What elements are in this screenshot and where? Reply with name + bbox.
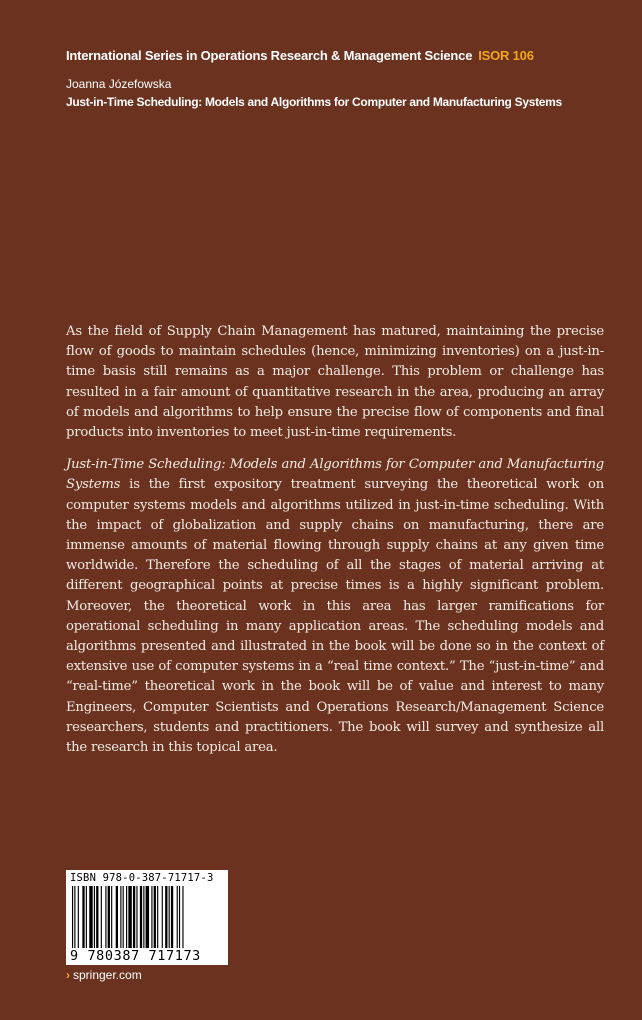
barcode-bar [162, 886, 163, 948]
barcode-bar [123, 886, 124, 948]
barcode-bar [171, 886, 173, 948]
barcode-bar [133, 886, 135, 948]
publisher-link[interactable] [66, 968, 142, 982]
barcode-bar [136, 886, 137, 948]
barcode-bar [74, 886, 75, 948]
barcode-bar [157, 886, 158, 948]
blurb-paragraph-1: As the field of Supply Chain Management has matured, maintaining the precise flow of goods to maintain schedules (hence, minimizing inventories) on a just-in-time basis still remains as a major challenge. This problem or challenge has resulted in a fair amount of quantitative research in the area, producing an array of models and algorithms to help ensure the precise flow of components and final products into inventories to meet just-in-time requirements. [66, 324, 604, 441]
blurb-paragraph-2 [66, 455, 604, 758]
barcode-bar [179, 886, 180, 948]
barcode-bar [143, 886, 144, 948]
barcode-bar [72, 886, 73, 948]
barcode-bar [182, 886, 183, 948]
series-number: ISOR 106 [478, 48, 534, 63]
barcode-bar [96, 886, 98, 948]
barcode-bar [177, 886, 178, 948]
publisher-link-text: springer.com [73, 968, 142, 982]
barcode-digits: 9 780387 717173 [70, 948, 201, 964]
isbn-barcode [66, 870, 228, 965]
author-name: Joanna Józefowska [66, 77, 172, 91]
barcode-bar [154, 886, 156, 948]
barcode-bar [151, 886, 152, 948]
barcode-bar [86, 886, 87, 948]
barcode-bar [140, 886, 142, 948]
barcode-bar [165, 886, 167, 948]
barcode-bar [94, 886, 95, 948]
isbn-label: ISBN 978-0-387-71717-3 [70, 872, 214, 884]
blurb-paragraph-2-text: is the first expository treatment surveying the theoretical work on computer systems models and algorithms utilized in just-in-time scheduling. With the impact of globalization and supply chains on manufacturing, there are immense amounts of material flowing through supply chains at any given time worldwide. Therefore the scheduling of all the stages of material arriving at different geographical points at precise times is a highly significant problem. Moreover, the theoretical work in this area has larger ramifications for operational scheduling in many application areas. The scheduling models and algorithms presented and illustrated in the book will be done so in the context of extensive use of computer systems in a “real time context.” The “just-in-time” and “real-time” theoretical work in the book will be of value and interest to many Engineers, Computer Scientists and Operations Research/Management Science researchers, students and practitioners. The book will survey and synthesize all the research in this topical area. [66, 477, 604, 756]
barcode-bar [105, 886, 106, 948]
blurb-title-italic: Just-in-Time Scheduling: Models and Algorithms for Computer and Manufacturing Systems [66, 457, 604, 493]
barcode-bars [72, 886, 222, 948]
barcode-bar [116, 886, 118, 948]
barcode-bar [89, 886, 92, 948]
barcode-bar [146, 886, 149, 948]
barcode-bar [82, 886, 84, 948]
chevron-right-icon: › [66, 968, 70, 982]
book-title: Just-in-Time Scheduling: Models and Algorithms for Computer and Manufacturing Systems [66, 95, 562, 109]
barcode-bar [126, 886, 127, 948]
barcode-bar [101, 886, 102, 948]
barcode-bar [78, 886, 79, 948]
back-cover-blurb [66, 322, 604, 770]
series-title [66, 48, 626, 63]
series-name: International Series in Operations Research & Management Science [66, 48, 473, 63]
barcode-bar [120, 886, 121, 948]
barcode-bar [108, 886, 110, 948]
barcode-bar [128, 886, 131, 948]
barcode-bar [169, 886, 170, 948]
barcode-bar [111, 886, 112, 948]
